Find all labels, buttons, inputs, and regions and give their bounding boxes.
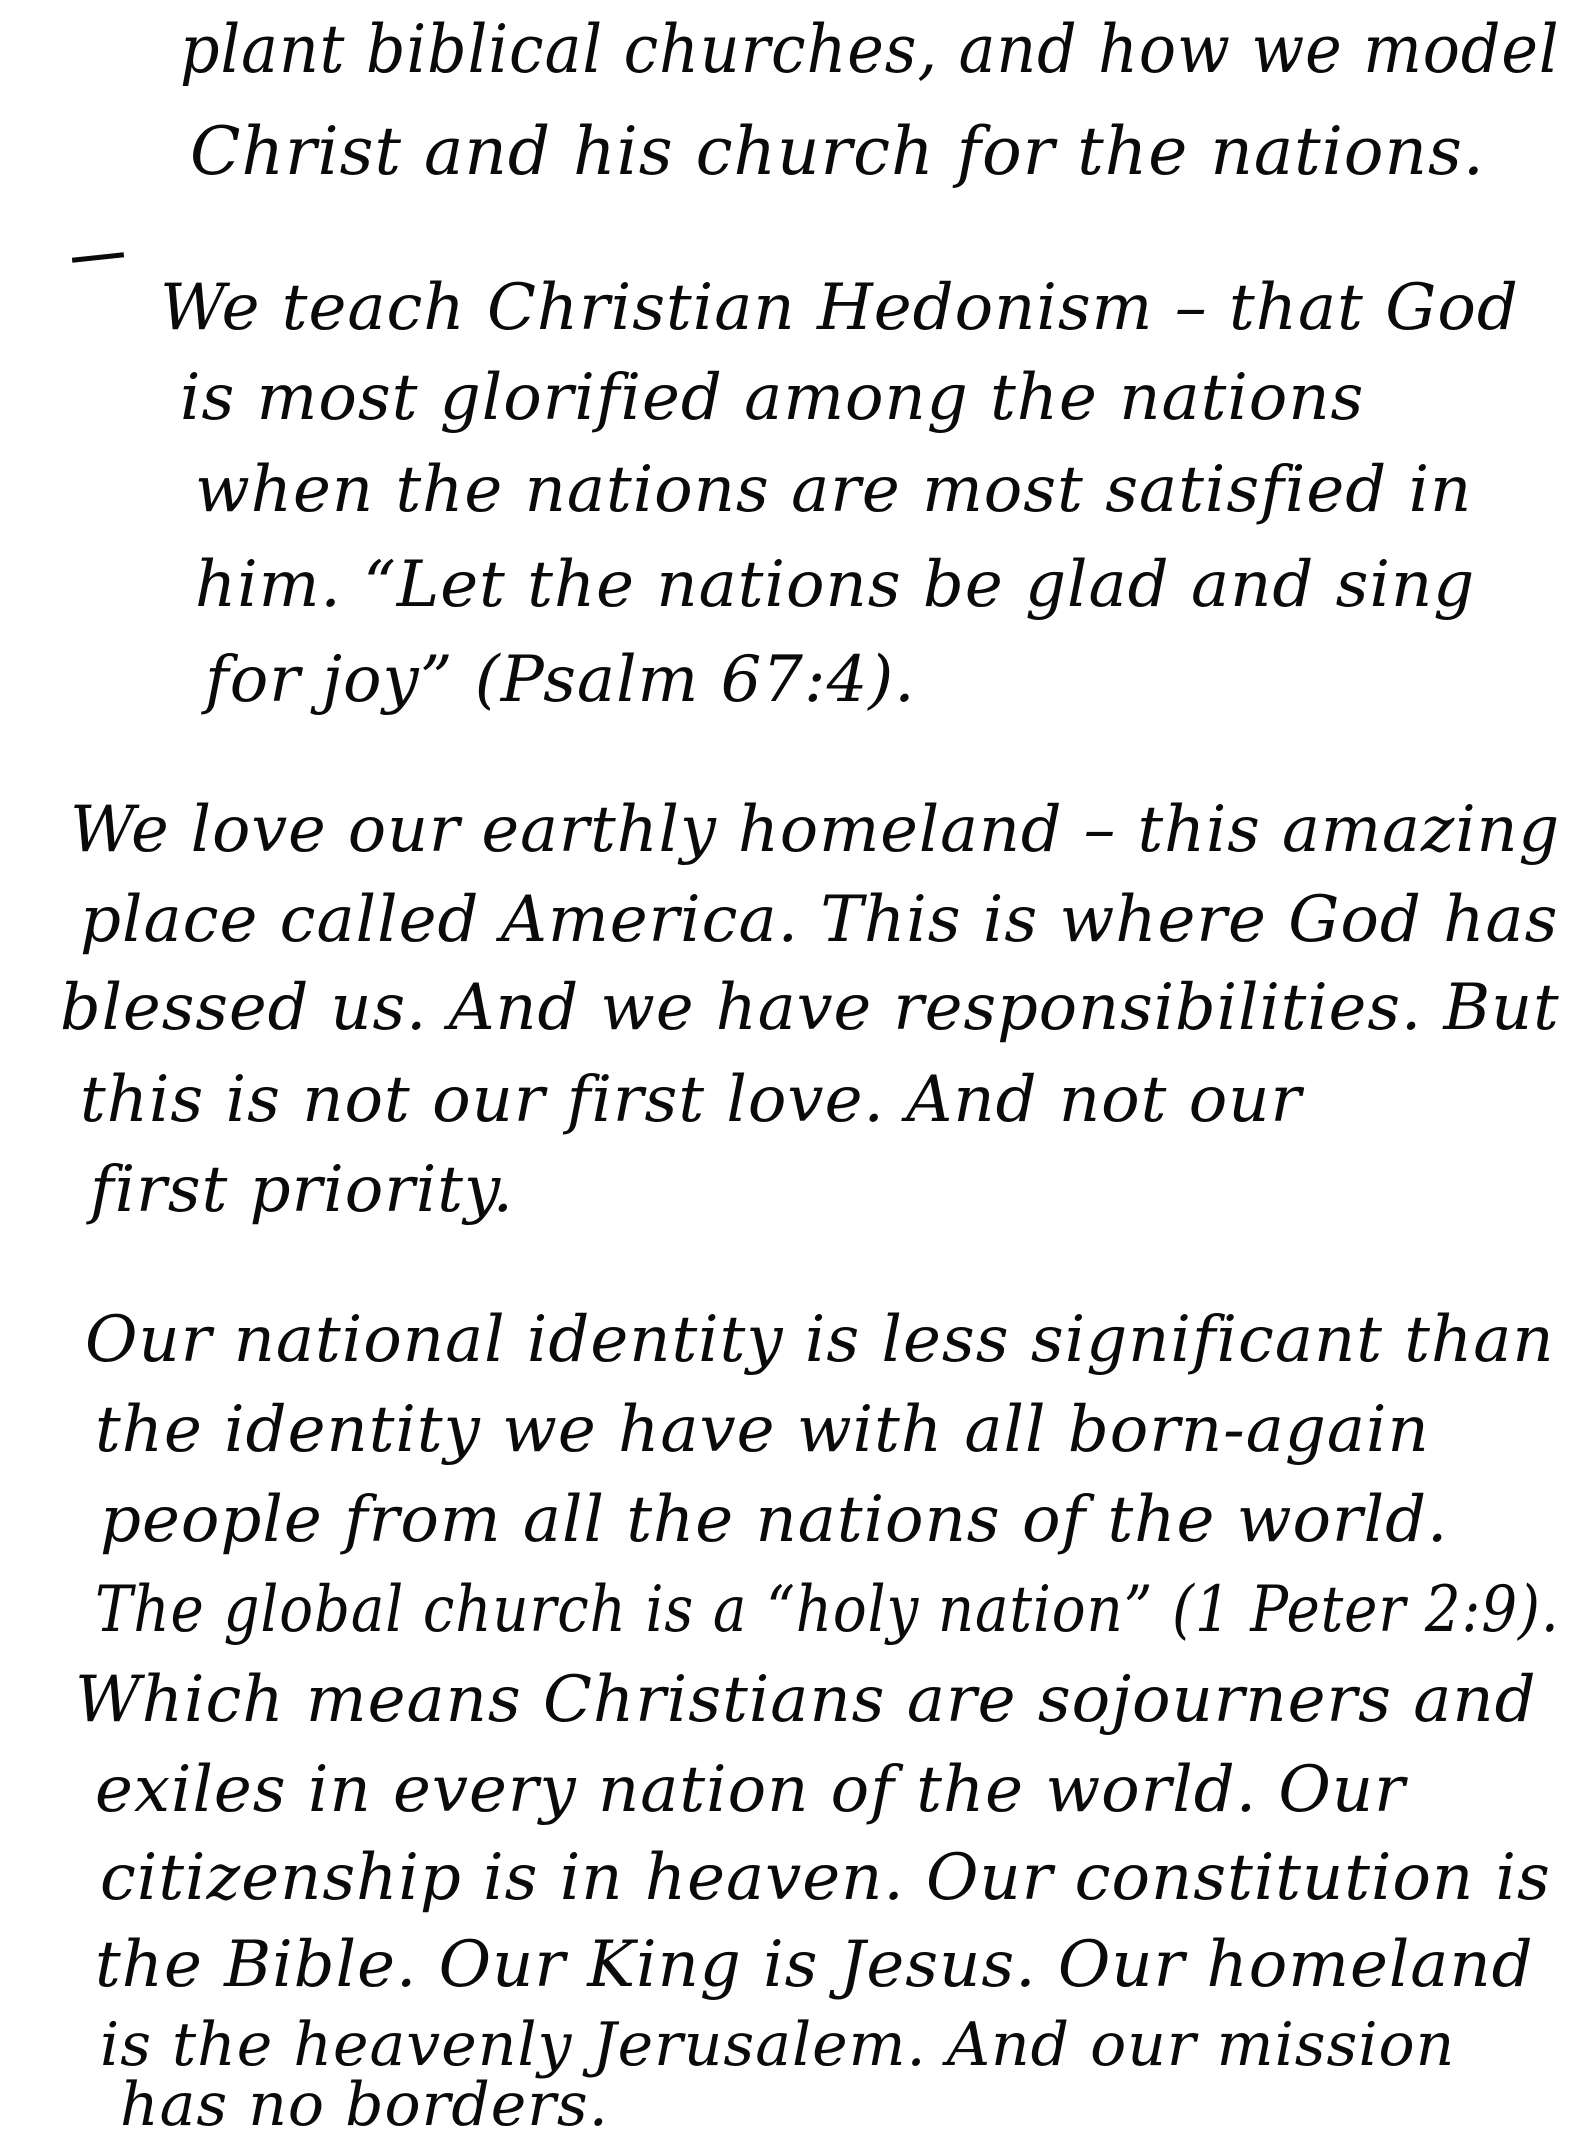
bullet-line-5: for joy” (Psalm 67:4). xyxy=(205,643,916,717)
bullet-line-1: We teach Christian Hedonism – that God xyxy=(160,271,1519,345)
paragraph-2-line-1: We love our earthly homeland – this amazing xyxy=(70,793,1561,867)
paragraph-3-line-1: Our national identity is less significant than xyxy=(85,1303,1555,1377)
bullet-dash-marker xyxy=(72,252,124,262)
paragraph-3-line-6: exiles in every nation of the world. Our xyxy=(95,1753,1406,1827)
paragraph-3-line-8: the Bible. Our King is Jesus. Our homeland xyxy=(95,1928,1534,2002)
paragraph-3-line-5: Which means Christians are sojourners and xyxy=(75,1663,1537,1737)
bullet-line-3: when the nations are most satisfied in xyxy=(195,453,1473,527)
paragraph-3-line-4: The global church is a “holy nation” (1 Peter 2:9). xyxy=(95,1573,1560,1647)
bullet-line-4: him. “Let the nations be glad and sing xyxy=(195,548,1476,622)
paragraph-3-line-10: has no borders. xyxy=(120,2070,609,2140)
paragraph-2-line-2: place called America. This is where God has xyxy=(80,883,1559,957)
paragraph-3-line-9: is the heavenly Jerusalem. And our mission xyxy=(100,2010,1456,2080)
bullet-line-2: is most glorified among the nations xyxy=(180,361,1365,435)
paragraph-1-line-2: Christ and his church for the nations. xyxy=(190,113,1485,190)
paragraph-2-line-4: this is not our first love. And not our xyxy=(80,1063,1303,1137)
paragraph-2-line-3: blessed us. And we have responsibilities. But xyxy=(60,971,1560,1045)
paragraph-1-line-1: plant biblical churches, and how we model xyxy=(180,11,1560,88)
paragraph-2-line-5: first priority. xyxy=(90,1153,514,1227)
paragraph-3-line-3: people from all the nations of the world. xyxy=(100,1483,1449,1557)
paragraph-3-line-2: the identity we have with all born-again xyxy=(95,1393,1430,1467)
paragraph-3-line-7: citizenship is in heaven. Our constitution is xyxy=(100,1841,1551,1915)
